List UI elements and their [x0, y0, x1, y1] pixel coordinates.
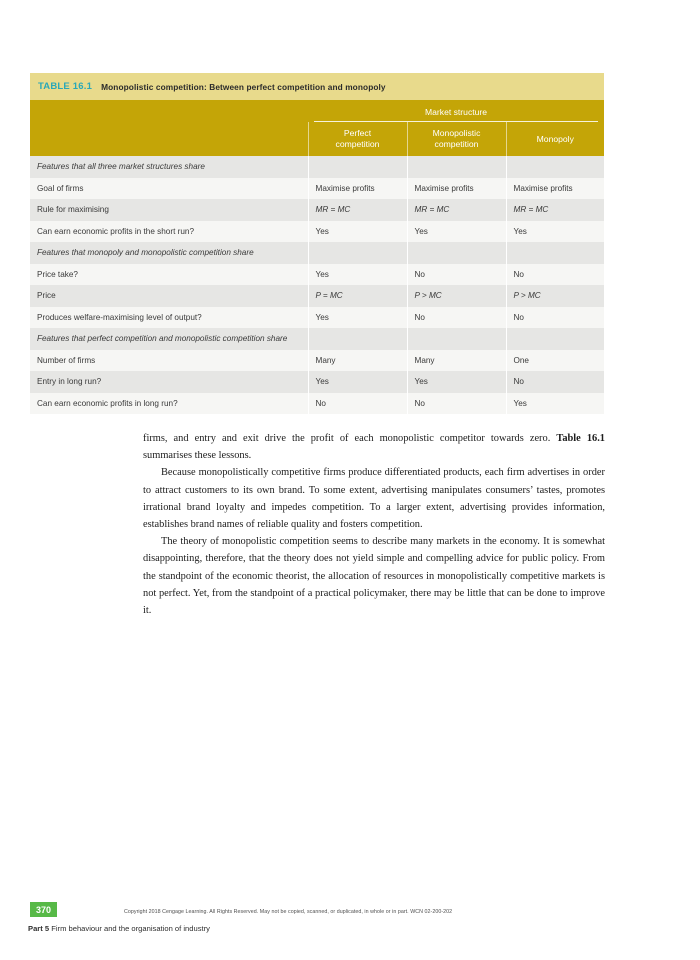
table-caption-bar [30, 73, 604, 100]
table-cell: No [407, 393, 506, 415]
table-cell [308, 328, 407, 350]
paragraph-3: The theory of monopolistic competition seems to describe many markets in the economy. It is somewhat disappointing, therefore, that the theory does not yield simple and compelling advice for public policy. From the standpoint of the economic theorist, the allocation of resources in monopolistically competitive markets is not perfect. Yet, from the standpoint of a practical policymaker, there may be little that can be done to improve it. [143, 536, 605, 617]
table-cell: Many [308, 350, 407, 372]
body-copy [143, 430, 605, 619]
table-cell: MR = MC [308, 199, 407, 221]
table-cross-reference: Table 16.1 [556, 433, 606, 444]
column-header-line1: Monopolistic [432, 128, 481, 138]
table-row [30, 242, 604, 264]
table-cell: No [506, 371, 604, 393]
row-label-cell: Goal of firms [30, 178, 308, 200]
table-cell: Maximise profits [407, 178, 506, 200]
column-header-row [30, 122, 604, 156]
table-row [30, 285, 604, 307]
column-header-line1: Monopoly [536, 133, 574, 144]
copyright-notice: Copyright 2018 Cengage Learning. All Rights Reserved. May not be copied, scanned, or duplicated, in whole or in part. WCN 02-200-202 [124, 909, 453, 915]
table-cell [506, 328, 604, 350]
table-row [30, 350, 604, 372]
table-row [30, 264, 604, 286]
section-label-cell: Features that monopoly and monopolistic competition share [30, 242, 308, 264]
table-title: Monopolistic competition: Between perfect competition and monopoly [101, 81, 386, 92]
table-cell: Yes [407, 221, 506, 243]
part-label: Part 5 [28, 924, 50, 933]
table-cell: Yes [308, 221, 407, 243]
table-row [30, 221, 604, 243]
row-label-cell: Can earn economic profits in long run? [30, 393, 308, 415]
table-cell: Yes [506, 221, 604, 243]
table-cell: Many [407, 350, 506, 372]
table-cell: MR = MC [506, 199, 604, 221]
row-label-cell: Number of firms [30, 350, 308, 372]
table-cell: No [407, 307, 506, 329]
table-cell: Yes [506, 393, 604, 415]
table-cell [407, 242, 506, 264]
table-cell [506, 156, 604, 178]
table-cell [308, 242, 407, 264]
table-cell [407, 156, 506, 178]
table-number-label: TABLE 16.1 [38, 81, 93, 92]
table-cell: MR = MC [407, 199, 506, 221]
running-footer [28, 924, 210, 933]
table-cell: No [308, 393, 407, 415]
table-cell: Yes [308, 371, 407, 393]
table-row [30, 371, 604, 393]
column-header-monopoly [506, 122, 604, 156]
table-cell: Yes [407, 371, 506, 393]
row-label-cell: Entry in long run? [30, 371, 308, 393]
table-cell: No [506, 264, 604, 286]
section-label-cell: Features that perfect competition and monopolistic competition share [30, 328, 308, 350]
column-header-blank [30, 122, 308, 156]
group-header-row [30, 100, 604, 122]
paragraph-1 [143, 430, 605, 464]
table-head [30, 100, 604, 156]
table-cell: P > MC [407, 285, 506, 307]
row-label-cell: Rule for maximising [30, 199, 308, 221]
table-cell: P > MC [506, 285, 604, 307]
table-cell [308, 156, 407, 178]
page-number-badge: 370 [30, 902, 57, 917]
part-title: Firm behaviour and the organisation of industry [49, 924, 210, 933]
table-row [30, 393, 604, 415]
group-header-label: Market structure [424, 107, 488, 117]
column-header-monopolistic-competition [407, 122, 506, 156]
group-header-spacer [30, 100, 308, 122]
table-body [30, 156, 604, 414]
table-cell: One [506, 350, 604, 372]
table-cell: Yes [308, 264, 407, 286]
table-cell: No [506, 307, 604, 329]
group-header-cell [308, 100, 604, 122]
column-header-line2: competition [434, 139, 479, 149]
group-header-rule [314, 121, 598, 122]
row-label-cell: Price [30, 285, 308, 307]
paragraph-1-pre: firms, and entry and exit drive the profit of each monopolistic competitor towards zero. [143, 433, 557, 444]
column-header-line1: Perfect [343, 128, 372, 138]
table-cell: Maximise profits [308, 178, 407, 200]
table-cell [506, 242, 604, 264]
paragraph-1-post: summarises these lessons. [143, 450, 252, 462]
row-label-cell: Can earn economic profits in the short run? [30, 221, 308, 243]
row-label-cell: Produces welfare-maximising level of output? [30, 307, 308, 329]
table-cell: P = MC [308, 285, 407, 307]
table-row [30, 199, 604, 221]
table-row [30, 156, 604, 178]
table-cell: Yes [308, 307, 407, 329]
row-label-cell: Price take? [30, 264, 308, 286]
table-cell [407, 328, 506, 350]
column-header-line2: competition [335, 139, 380, 149]
paragraph-2: Because monopolistically competitive firms produce differentiated products, each firm advertises in order to attract customers to its own brand. To some extent, advertising manipulates consumers’ tastes, promotes irrational brand loyalty and impedes competition. To a larger extent, advertising provides information, establishes brand names of reliable quality and fosters competition. [143, 467, 605, 531]
table-row [30, 178, 604, 200]
market-structure-table [30, 100, 604, 414]
table-cell: Maximise profits [506, 178, 604, 200]
table-row [30, 328, 604, 350]
column-header-perfect-competition [308, 122, 407, 156]
section-label-cell: Features that all three market structures share [30, 156, 308, 178]
table-row [30, 307, 604, 329]
table-cell: No [407, 264, 506, 286]
table-16-1-block [30, 73, 604, 414]
